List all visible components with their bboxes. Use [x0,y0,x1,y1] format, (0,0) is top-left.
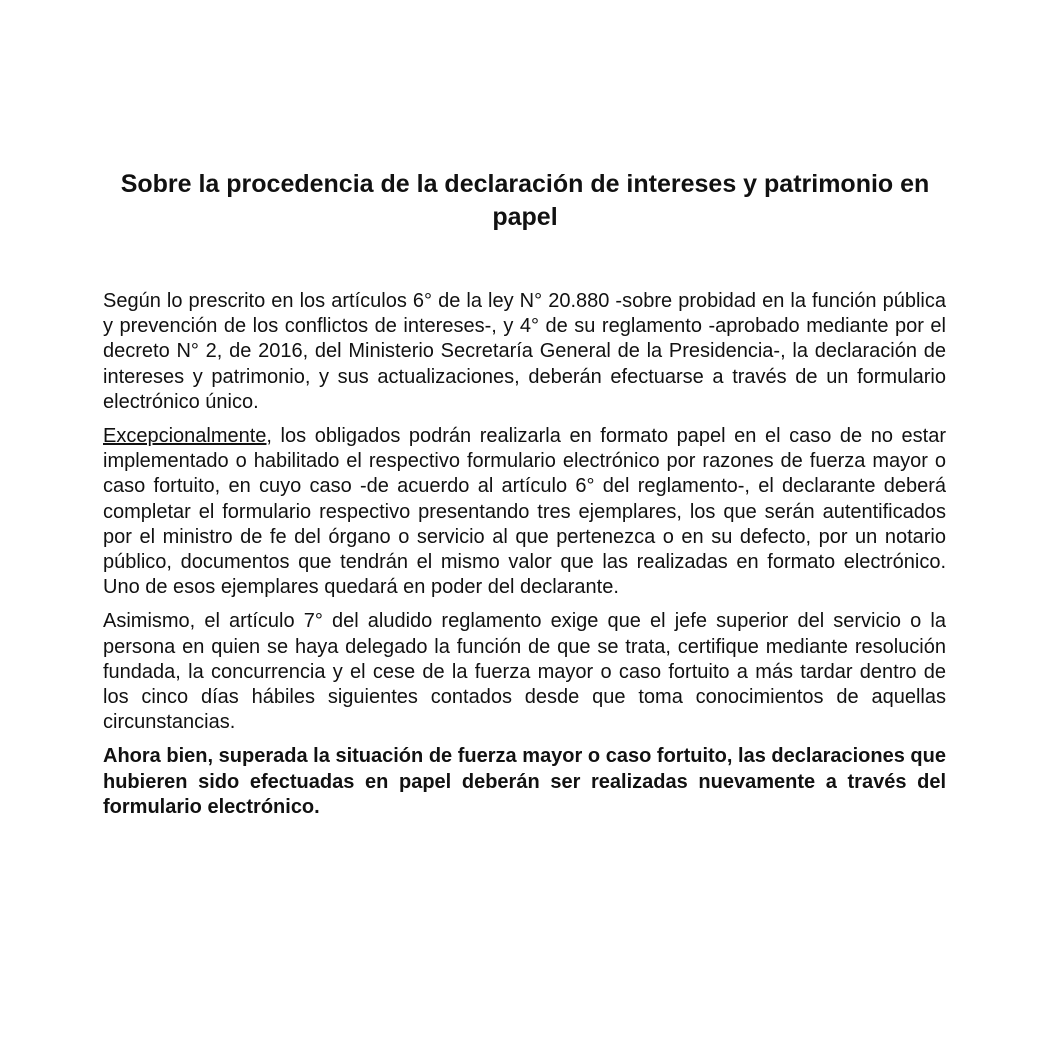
paragraph-2-text: los obligados podrán realizarla en formato papel en el caso de no estar implementado o habilitado el respectivo formulario electrónico por razones de fuerza mayor o caso fortuito, en cuyo caso -de acuerdo al artículo 6° del reglamento-, el declarante deberá completar el formulario respectivo presentando tres ejemplares, los que serán autentificados por el ministro de fe del órgano o servicio al que pertenezca o en su defecto, por un notario público, documentos que tendrán el mismo valor que las realizadas en formato electrónico. Uno de esos ejemplares quedará en poder del declarante. [103,425,946,599]
document-body [103,289,946,829]
paragraph-3: Asimismo, el artículo 7° del aludido reglamento exige que el jefe superior del servicio o la persona en quien se haya delegado la función de que se trata, certifique mediante resolución fundada, la concurrencia y el cese de la fuerza mayor o caso fortuito a más tardar dentro de los cinco días hábiles siguientes contados desde que toma conocimientos de aquellas circunstancias. [103,610,946,734]
paragraph-2-lead: Excepcionalmente, [103,425,272,448]
document-title: Sobre la procedencia de la declaración de intereses y patrimonio en papel [120,170,930,231]
paragraph-4-emphasis: Ahora bien, superada la situación de fuerza mayor o caso fortuito, las declaraciones que hubieren sido efectuadas en papel deberán ser realizadas nuevamente a través del formulario electrónico. [103,745,946,818]
paragraph-2 [103,424,946,600]
paragraph-1: Según lo prescrito en los artículos 6° de la ley N° 20.880 -sobre probidad en la función pública y prevención de los conflictos de intereses-, y 4° de su reglamento -aprobado mediante por el decreto N° 2, de 2016, del Ministerio Secretaría General de la Presidencia-, la declaración de intereses y patrimonio, y sus actualizaciones, deberán efectuarse a través de un formulario electrónico único. [103,290,946,413]
